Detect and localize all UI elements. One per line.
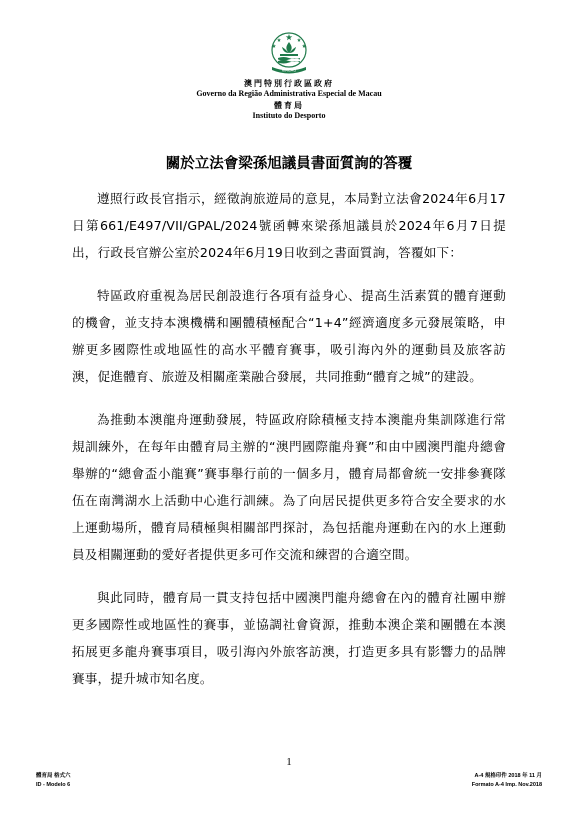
bureau-name-portuguese: Instituto do Desporto [252, 111, 326, 120]
paragraph-intro: 遵照行政長官指示，經徵詢旅遊局的意見，本局對立法會2024年6月17日第661/E497/VII/GPAL/2024號函轉來梁孫旭議員於2024年6月7日提出，行政長官辦公室於2024年6月19日收到之書面質詢，答覆如下： [72, 191, 506, 260]
paragraph-policy: 特區政府重視為居民創設進行各項有益身心、提高生活素質的體育運動的機會，並支持本澳機構和團體積極配合“1+4”經濟適度多元發展策略，申辦更多國際性或地區性的高水平體育賽事，吸引海內外的運動員及旅客訪澳，促進體育、旅遊及相關產業融合發展，共同推動“體育之城”的建設。 [72, 288, 506, 384]
footer-form-chinese: 體育局 格式六 [36, 773, 71, 779]
bureau-name-chinese: 體育局 [274, 100, 304, 110]
footer-print-format [472, 772, 542, 790]
page-number: 1 [286, 756, 292, 768]
footer-print-portuguese: Formato A-4 Imp. Nov.2018 [471, 782, 542, 788]
emblem-ribbon-text: MACAU [281, 67, 297, 73]
macau-emblem-icon [262, 30, 316, 76]
paragraph-events: 與此同時，體育局一貫支持包括中國澳門龍舟總會在內的體育社團申辦更多國際性或地區性的賽事，並協調社會資源，推動本澳企業和團體在本澳拓展更多龍舟賽事項目，吸引海內外旅客訪澳，打造更多具有影響力的品牌賽事，提升城市知名度。 [72, 590, 506, 686]
document-title: 關於立法會梁孫旭議員書面質詢的答覆 [165, 155, 413, 172]
government-name-portuguese: Governo da Região Administrativa Especial de Macau [196, 89, 382, 98]
paragraph-dragon-boat-training: 為推動本澳龍舟運動發展，特區政府除積極支持本澳龍舟集訓隊進行常規訓練外，在每年由體育局主辦的“澳門國際龍舟賽”和由中國澳門龍舟總會舉辦的“總會盃小龍賽”賽事舉行前的一個多月，體育局都會統一安排參賽隊伍在南灣湖水上活動中心進行訓練。為了向居民提供更多符合安全要求的水上運動場所，體育局積極與相關部門探討，為包括龍舟運動在內的水上運動員及相關運動的愛好者提供更多可作交流和練習的合適空間。 [72, 412, 506, 562]
government-name-chinese: 澳門特別行政區政府 [244, 78, 334, 88]
footer-print-chinese: A-4 規格印件 2018 年 11 月 [474, 773, 542, 779]
footer-form-code [36, 772, 71, 790]
footer-form-portuguese: ID - Modelo 6 [36, 782, 71, 788]
